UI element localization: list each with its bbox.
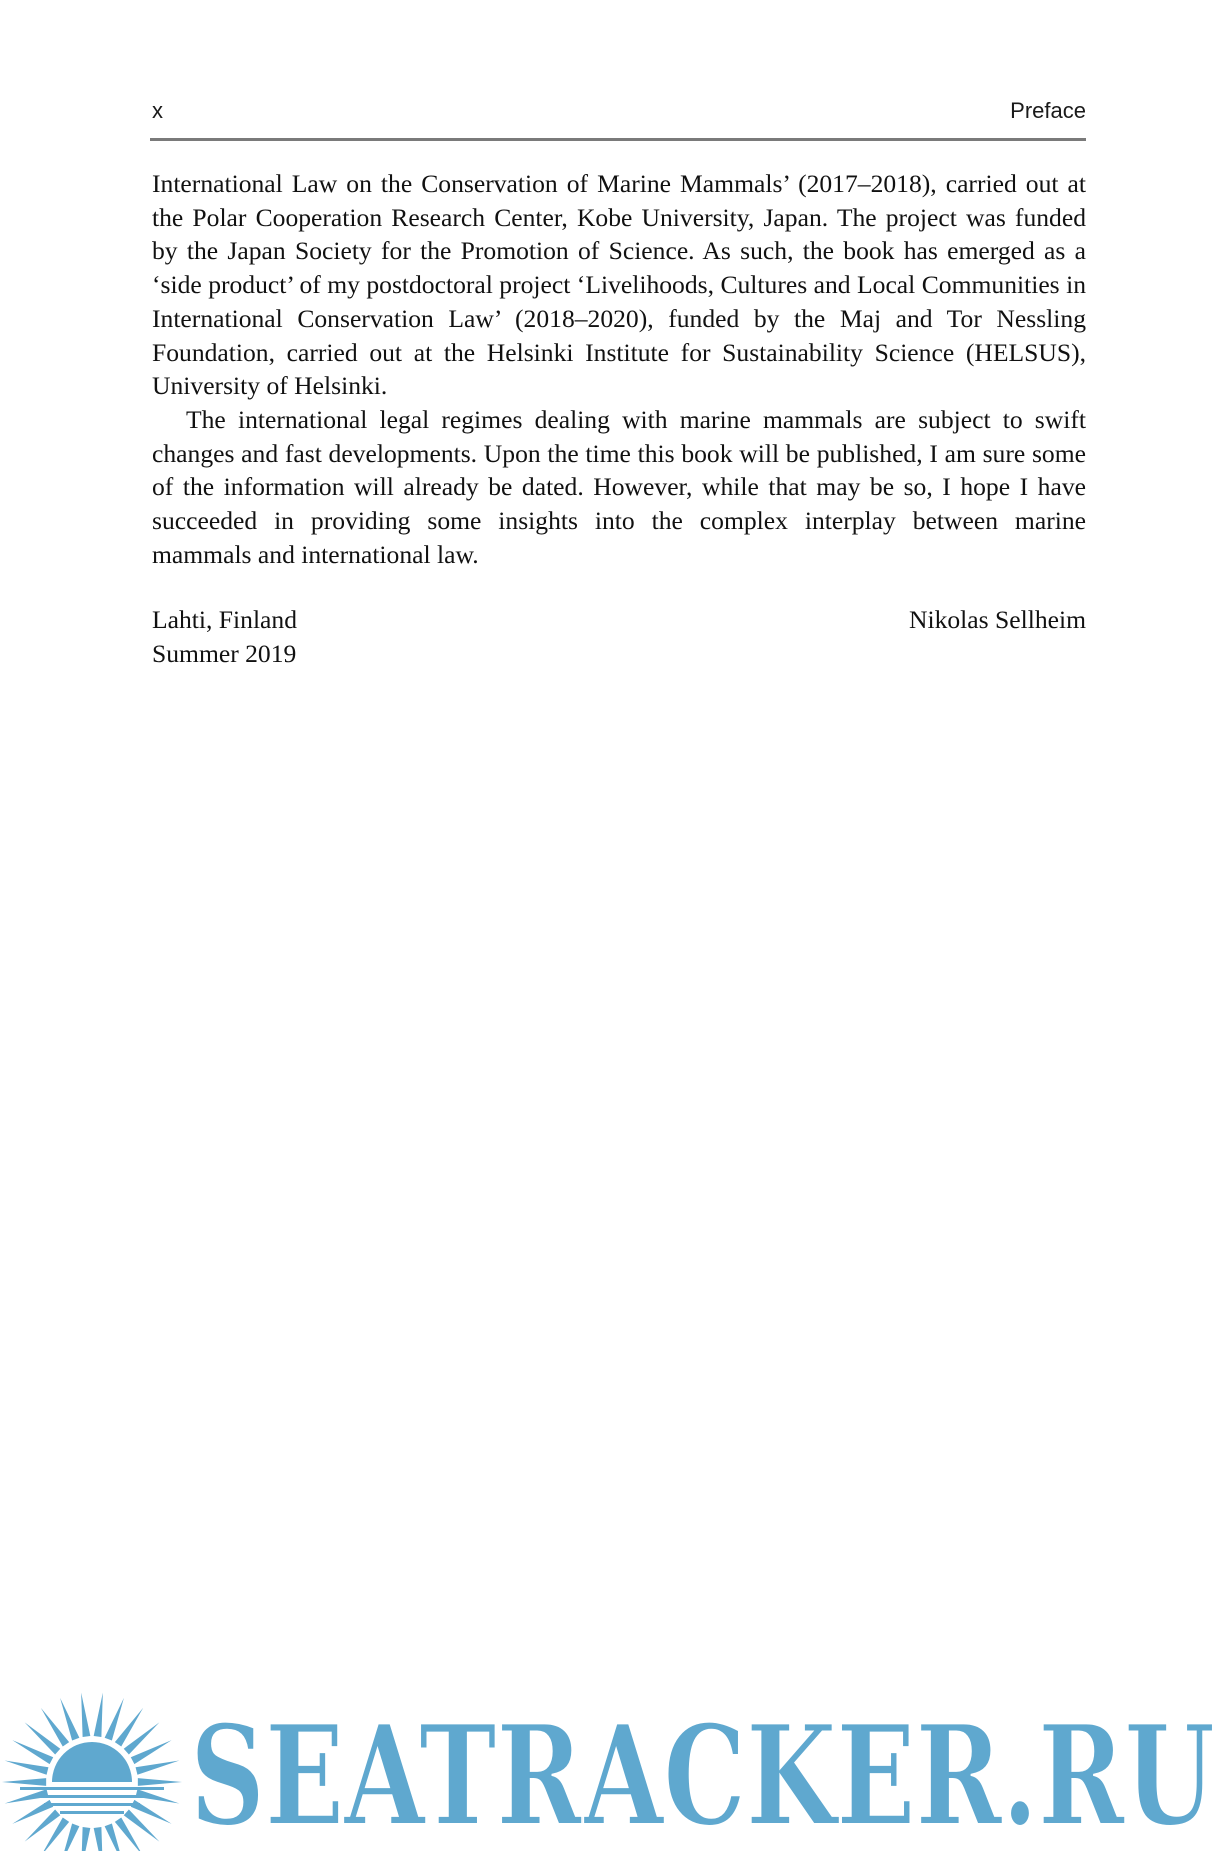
watermark-text [190,1698,1220,1848]
sun-ray [2,1778,46,1786]
sun-icon [0,1690,185,1851]
signoff-date: Summer 2019 [152,639,297,668]
signoff-place: Lahti, Finland [152,605,298,634]
sun-ray [81,1693,90,1737]
preface-body [152,167,1086,571]
signoff-author: Nikolas Sellheim [908,605,1086,634]
running-header [150,98,1086,141]
sun-ray [94,1693,103,1737]
sun-ray [81,1827,90,1851]
sun-ray [5,1760,49,1774]
page-number: x [152,98,163,123]
sun-ray [138,1778,182,1786]
sun-ray [105,1698,124,1741]
paragraph-2: The international legal regimes dealing with marine mammals are subject to swift changes and fast developments. Upon the time this book will be published, I am sure some of the information will already be dated. However, while that may be so, I hope I have succeeded in providing some insights into the complex interplay between marine mammals and international law. [152,404,1086,569]
sun-ray [136,1760,180,1774]
sun-ray [60,1698,79,1741]
sun-ray [94,1827,103,1851]
watermark-label: SEATRACKER.RU [190,1698,1215,1848]
paragraph-1: International Law on the Conservation of Marine Mammals’ (2017–2018), carried out at the Polar Cooperation Research Center, Kobe University, Japan. The project was funded by the Japan Society for the Promotion of Science. As such, the book has emerged as a ‘side product’ of my postdoctoral project ‘Livelihoods, Cultures and Local Communities in International Conservation Law’ (2018–2020), funded by the Maj and Tor Nessling Foundation, carried out at the Helsinki Institute for Sustainability Science (HELSUS), University of Helsinki. [152,169,1086,401]
watermark [0,1690,1221,1851]
section-title: Preface [1010,98,1086,123]
